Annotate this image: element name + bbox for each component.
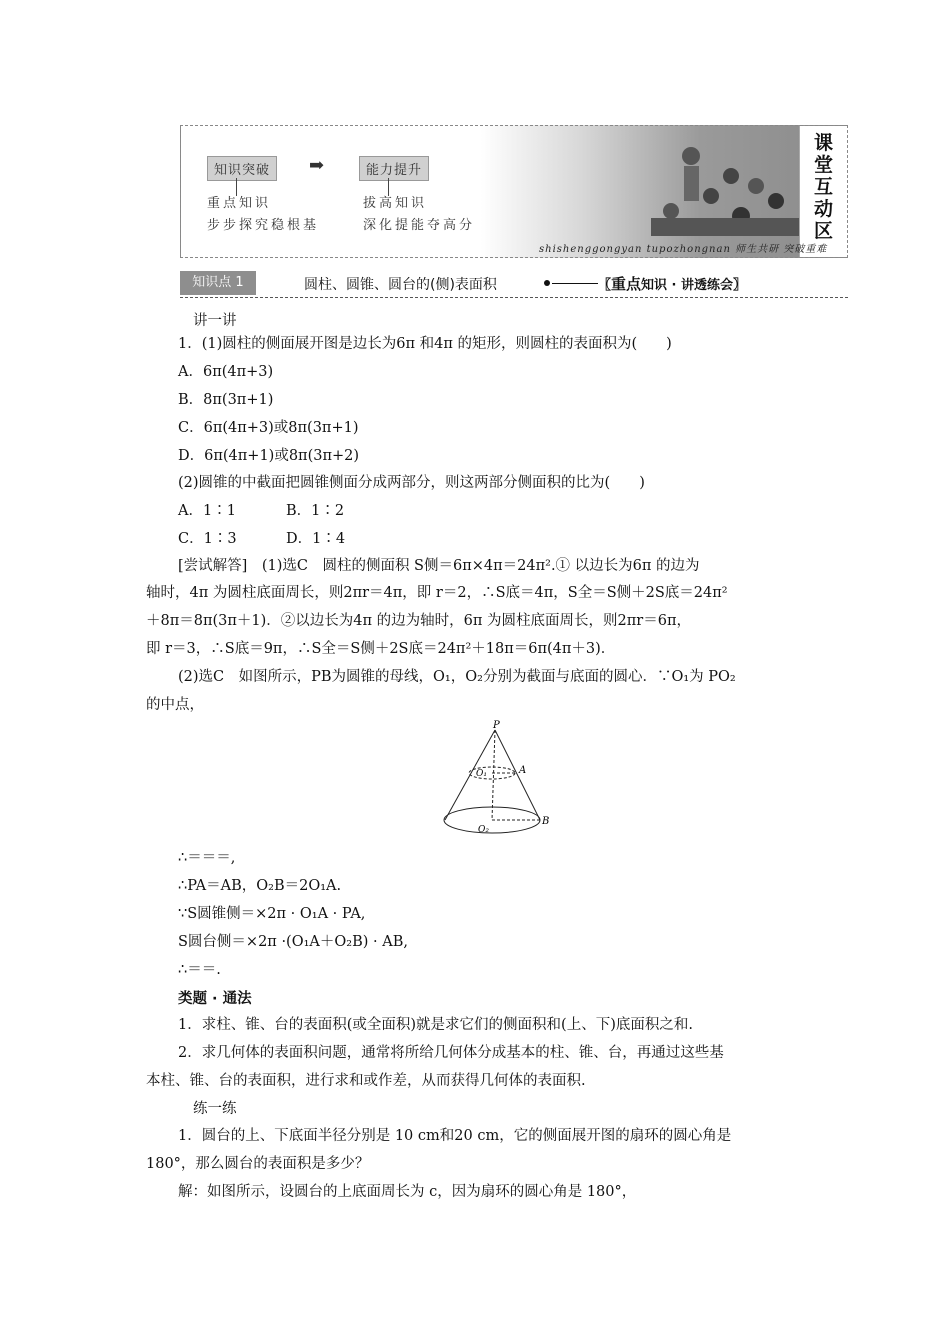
option-b: B．8π(3π+1) [178, 392, 274, 408]
subheading-explain: 讲一讲 [193, 313, 237, 329]
section-tag: 〖重点知识 · 讲透练会〗 [598, 275, 747, 293]
section-title: 圆柱、圆锥、圆台的(侧)表面积 [304, 277, 497, 293]
option-d: D．6π(4π+1)或8π(3π+2) [178, 448, 360, 464]
banner-left-line2: 步步探究稳根基 [207, 218, 320, 233]
option-d: D．1∶4 [286, 531, 346, 547]
subheading-method: 类题 · 通法 [178, 991, 252, 1007]
method-2: 2．求几何体的表面积问题，通常将所给几何体分成基本的柱、锥、台，再通过这些基 [178, 1045, 724, 1061]
solution-line: S圆台侧＝×2π ·(O₁A＋O₂B) · AB, [178, 934, 408, 950]
method-1: 1．求柱、锥、台的表面积(或全面积)就是求它们的侧面积和(上、下)底面积之和. [178, 1017, 693, 1033]
ability-improve-box: 能力提升 [359, 156, 429, 181]
solution-line: 轴时，4π 为圆柱底面周长，则2πr＝4π，即 r＝2，∴S底＝4π，S全＝S侧＋2S底＝24π² [146, 585, 728, 601]
knowledge-breakthrough-box: 知识突破 [207, 156, 277, 181]
option-b: B．1∶2 [286, 503, 345, 519]
question-1-2: (2)圆锥的中截面把圆锥侧面分成两部分，则这两部分侧面积的比为( ) [178, 475, 645, 491]
classroom-photo [651, 126, 801, 236]
cone-figure [440, 720, 550, 845]
practice-question-cont: 180°，那么圆台的表面积是多少？ [146, 1156, 370, 1172]
question-1-1: 1．(1)圆柱的侧面展开图是边长为6π 和4π 的矩形，则圆柱的表面积为( ) [178, 336, 672, 352]
option-a: A．1∶1 [178, 503, 236, 519]
section-label: 知识点 1 [180, 271, 256, 295]
practice-solution: 解：如图所示，设圆台的上底面周长为 c，因为扇环的圆心角是 180°， [178, 1184, 637, 1200]
label-b: B [542, 816, 550, 827]
classroom-interaction-title: 课 堂 互 动 区 [799, 126, 847, 258]
solution-line: ＋8π＝8π(3π＋1)．②以边长为4π 的边为轴时，6π 为圆柱底面周长，则2πr＝6π， [146, 613, 691, 629]
option-c: C．1∶3 [178, 531, 237, 547]
solution-line: ∴PA＝AB，O₂B＝2O₁A. [178, 878, 342, 894]
label-o1: O₁ [476, 769, 487, 779]
solution-line: 的中点， [146, 697, 204, 713]
practice-question: 1．圆台的上、下底面半径分别是 10 cm和20 cm，它的侧面展开图的扇环的圆心角是 [178, 1128, 732, 1144]
label-o2: O₂ [478, 825, 489, 835]
arrow-right-icon: ➡ [309, 155, 325, 176]
section-rule [552, 283, 598, 284]
bullet-dot [544, 280, 550, 286]
solution-line: 即 r＝3，∴S底＝9π，∴S全＝S侧＋2S底＝24π²＋18π＝6π(4π＋3)． [146, 641, 616, 657]
method-2-cont: 本柱、锥、台的表面积，进行求和或作差，从而获得几何体的表面积. [146, 1073, 586, 1089]
subheading-practice: 练一练 [193, 1101, 237, 1117]
option-a: A．6π(4π+3) [178, 364, 274, 380]
solution-line: [尝试解答] (1)选C 圆柱的侧面积 S侧＝6π×4π＝24π².① 以边长为6π 的边为 [178, 558, 700, 574]
label-a: A [519, 765, 527, 776]
solution-line: ∴＝＝＝, [178, 850, 236, 866]
option-c: C．6π(4π+3)或8π(3π+1) [178, 420, 359, 436]
banner-slogan: shishenggongyan tupozhongnan 师生共研 突破重难 [539, 244, 828, 255]
header-banner [180, 125, 848, 258]
solution-line: (2)选C 如图所示，PB为圆锥的母线，O₁，O₂分别为截面与底面的圆心．∵O₁为 PO₂ [178, 669, 736, 685]
banner-left-line1: 重点知识 [207, 196, 272, 211]
solution-line: ∴＝＝. [178, 962, 221, 978]
banner-right-line2: 深化提能夺高分 [363, 218, 476, 233]
banner-right-line1: 拔高知识 [363, 196, 428, 211]
section-divider [180, 297, 848, 298]
solution-line: ∵S圆锥侧＝×2π · O₁A · PA, [178, 906, 366, 922]
label-p: P [493, 720, 500, 731]
